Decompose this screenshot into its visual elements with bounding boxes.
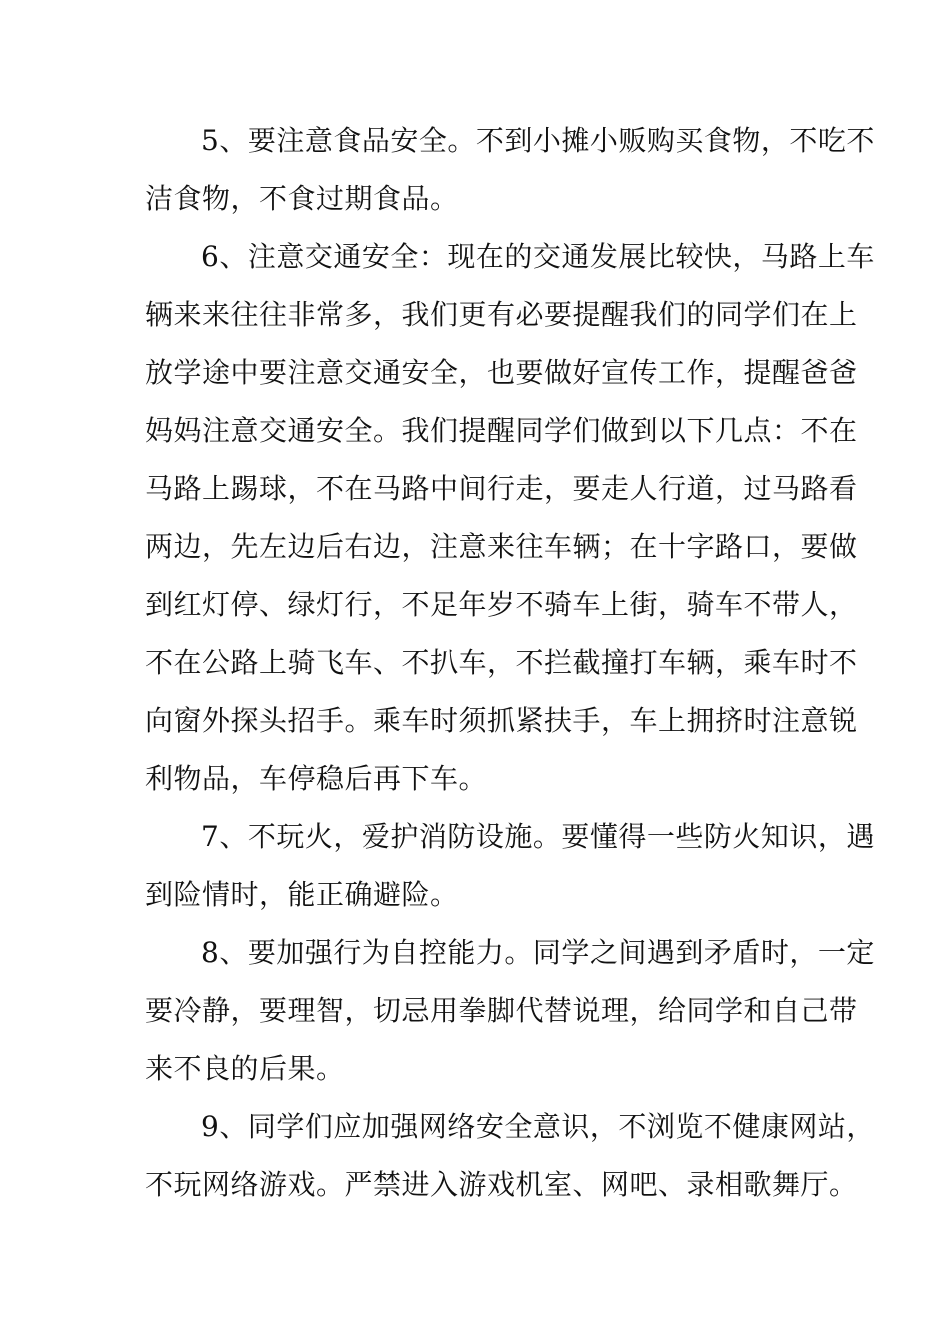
- paragraph-line: 要冷静，要理智，切忌用拳脚代替说理，给同学和自己带: [145, 994, 858, 1027]
- paragraph-line: 向窗外探头招手。乘车时须抓紧扶手，车上拥挤时注意锐: [145, 704, 858, 737]
- paragraph-fire-safety: [145, 808, 875, 924]
- paragraph-line: 6、注意交通安全：现在的交通发展比较快，马路上车: [201, 240, 875, 273]
- paragraph-line: 7、不玩火，爱护消防设施。要懂得一些防火知识，遇: [201, 820, 875, 853]
- paragraph-line: 8、要加强行为自控能力。同学之间遇到矛盾时，一定: [201, 936, 875, 969]
- paragraph-line: 不在公路上骑飞车、不扒车，不拦截撞打车辆，乘车时不: [145, 646, 858, 679]
- document-body: [145, 112, 875, 1214]
- paragraph-traffic-safety: [145, 228, 875, 808]
- paragraph-line: 5、要注意食品安全。不到小摊小贩购买食物，不吃不: [201, 124, 875, 157]
- paragraph-line: 妈妈注意交通安全。我们提醒同学们做到以下几点：不在: [145, 414, 858, 447]
- paragraph-food-safety: [145, 112, 875, 228]
- paragraph-line: 不玩网络游戏。严禁进入游戏机室、网吧、录相歌舞厅。: [145, 1168, 858, 1201]
- paragraph-line: 到险情时，能正确避险。: [145, 878, 459, 911]
- paragraph-line: 利物品，车停稳后再下车。: [145, 762, 488, 795]
- paragraph-line: 两边，先左边后右边，注意来往车辆；在十字路口，要做: [145, 530, 858, 563]
- paragraph-line: 到红灯停、绿灯行，不足年岁不骑车上街，骑车不带人，: [145, 588, 858, 621]
- paragraph-line: 9、同学们应加强网络安全意识，不浏览不健康网站，: [201, 1110, 875, 1143]
- paragraph-line: 辆来来往往非常多，我们更有必要提醒我们的同学们在上: [145, 298, 858, 331]
- paragraph-network-safety: [145, 1098, 875, 1214]
- paragraph-line: 放学途中要注意交通安全，也要做好宣传工作，提醒爸爸: [145, 356, 858, 389]
- paragraph-line: 马路上踢球，不在马路中间行走，要走人行道，过马路看: [145, 472, 858, 505]
- paragraph-line: 洁食物，不食过期食品。: [145, 182, 459, 215]
- paragraph-self-control: [145, 924, 875, 1098]
- paragraph-line: 来不良的后果。: [145, 1052, 345, 1085]
